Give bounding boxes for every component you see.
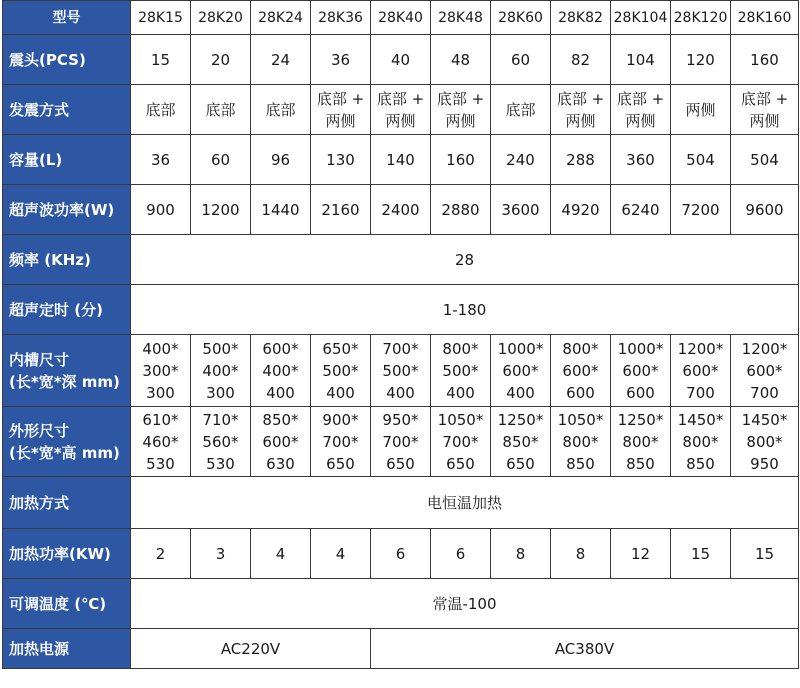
table-cell bbox=[311, 85, 371, 135]
table-cell bbox=[131, 85, 191, 135]
table-cell bbox=[251, 335, 311, 407]
table-row bbox=[3, 407, 799, 477]
cell-value: 8 bbox=[575, 544, 586, 563]
table-cell bbox=[251, 85, 311, 135]
cell-value: 800* 600* 600 bbox=[562, 339, 599, 402]
cell-value: 2880 bbox=[441, 200, 480, 219]
row-header bbox=[3, 407, 131, 477]
merged-cell: 电恒温加热 bbox=[131, 477, 799, 529]
row-header-label: 型号 bbox=[52, 9, 81, 26]
cell-value: 1450* 800* 950 bbox=[741, 410, 788, 473]
table-cell bbox=[131, 335, 191, 407]
table-cell bbox=[311, 185, 371, 235]
cell-value: 20 bbox=[210, 50, 231, 69]
table-cell bbox=[431, 85, 491, 135]
cell-value: 底部 + 两侧 bbox=[316, 89, 365, 130]
cell-value: 两侧 bbox=[685, 100, 716, 119]
row-header-label: 超声定时 (分) bbox=[9, 300, 103, 319]
row-header bbox=[3, 135, 131, 185]
table-cell bbox=[311, 335, 371, 407]
cell-value: 2 bbox=[155, 544, 166, 563]
cell-value: 底部 + 两侧 bbox=[436, 89, 485, 130]
row-header-label: 外形尺寸 (长*宽*高 mm) bbox=[9, 421, 120, 462]
table-cell bbox=[491, 85, 551, 135]
cell-value: 4920 bbox=[561, 200, 600, 219]
row-header-label: 可调温度 (℃) bbox=[9, 594, 107, 613]
cell-value: 1440 bbox=[261, 200, 300, 219]
table-cell bbox=[671, 185, 731, 235]
merged-cell: 常温-100 bbox=[131, 579, 799, 629]
row-header bbox=[3, 35, 131, 85]
row-header bbox=[3, 529, 131, 579]
row-header-label: 发震方式 bbox=[9, 100, 70, 119]
table-cell bbox=[611, 35, 671, 85]
cell-value: 2160 bbox=[321, 200, 360, 219]
table-cell bbox=[431, 529, 491, 579]
cell-value: 3 bbox=[215, 544, 226, 563]
cell-value: 160 bbox=[750, 50, 779, 69]
row-header bbox=[3, 185, 131, 235]
cell-value: 24 bbox=[270, 50, 291, 69]
cell-value: 60 bbox=[210, 150, 231, 169]
row-header bbox=[3, 477, 131, 529]
cell-value: 650* 500* 400 bbox=[322, 339, 359, 402]
table-cell bbox=[551, 407, 611, 477]
table-cell bbox=[191, 35, 251, 85]
table-row bbox=[3, 85, 799, 135]
cell-value: 1250* 800* 850 bbox=[617, 410, 664, 473]
cell-value: 120 bbox=[686, 50, 715, 69]
merged-cell: AC380V bbox=[371, 629, 799, 669]
model-cell: 28K82 bbox=[551, 1, 611, 35]
table-cell bbox=[311, 35, 371, 85]
table-cell bbox=[251, 135, 311, 185]
table-cell bbox=[371, 85, 431, 135]
table-row bbox=[3, 285, 799, 335]
row-header-label: 加热电源 bbox=[9, 639, 70, 658]
cell-value: 40 bbox=[390, 50, 411, 69]
row-header-label: 内槽尺寸 (长*宽*深 mm) bbox=[9, 350, 120, 391]
cell-value: 1050* 800* 850 bbox=[557, 410, 604, 473]
table-cell bbox=[191, 185, 251, 235]
cell-value: 1200* 600* 700 bbox=[677, 339, 724, 402]
cell-value: 48 bbox=[450, 50, 471, 69]
table-cell bbox=[551, 335, 611, 407]
table-cell bbox=[731, 335, 799, 407]
cell-value: 900 bbox=[146, 200, 175, 219]
table-row bbox=[3, 579, 799, 629]
table-cell bbox=[671, 407, 731, 477]
spec-table bbox=[2, 0, 799, 669]
cell-value: 288 bbox=[566, 150, 595, 169]
cell-value: 3600 bbox=[501, 200, 540, 219]
table-cell bbox=[491, 35, 551, 85]
table-cell bbox=[191, 335, 251, 407]
cell-value: 96 bbox=[270, 150, 291, 169]
cell-value: 底部 + 两侧 bbox=[556, 89, 605, 130]
cell-value: 底部 bbox=[505, 100, 536, 119]
cell-value: 1450* 800* 850 bbox=[677, 410, 724, 473]
table-row bbox=[3, 629, 799, 669]
table-cell bbox=[551, 85, 611, 135]
cell-value: 4 bbox=[275, 544, 286, 563]
merged-cell: 28 bbox=[131, 235, 799, 285]
cell-value: 9600 bbox=[745, 200, 784, 219]
cell-value: 底部 bbox=[265, 100, 296, 119]
cell-value: 36 bbox=[150, 150, 171, 169]
table-cell bbox=[131, 529, 191, 579]
table-cell bbox=[251, 529, 311, 579]
cell-value: 15 bbox=[690, 544, 711, 563]
model-cell: 28K20 bbox=[191, 1, 251, 35]
table-cell bbox=[431, 35, 491, 85]
table-cell bbox=[491, 185, 551, 235]
table-row bbox=[3, 1, 799, 35]
cell-value: 900* 700* 650 bbox=[322, 410, 359, 473]
table-cell bbox=[731, 85, 799, 135]
row-header-label: 震头(PCS) bbox=[9, 50, 86, 69]
table-row bbox=[3, 335, 799, 407]
cell-value: 60 bbox=[510, 50, 531, 69]
table-cell bbox=[551, 35, 611, 85]
row-header bbox=[3, 285, 131, 335]
table-cell bbox=[431, 135, 491, 185]
cell-value: 160 bbox=[446, 150, 475, 169]
cell-value: 6 bbox=[395, 544, 406, 563]
table-cell bbox=[371, 529, 431, 579]
table-cell bbox=[671, 35, 731, 85]
table-cell bbox=[671, 135, 731, 185]
model-cell: 28K48 bbox=[431, 1, 491, 35]
table-cell bbox=[431, 335, 491, 407]
cell-value: 504 bbox=[750, 150, 779, 169]
table-cell bbox=[731, 135, 799, 185]
table-cell bbox=[251, 35, 311, 85]
cell-value: 1200* 600* 700 bbox=[741, 339, 788, 402]
table-cell bbox=[671, 529, 731, 579]
cell-value: 2400 bbox=[381, 200, 420, 219]
cell-value: 1200 bbox=[201, 200, 240, 219]
table-cell bbox=[551, 135, 611, 185]
table-cell bbox=[731, 529, 799, 579]
cell-value: 610* 460* 530 bbox=[142, 410, 179, 473]
table-row bbox=[3, 529, 799, 579]
row-header bbox=[3, 579, 131, 629]
table-cell bbox=[611, 335, 671, 407]
table-cell bbox=[731, 35, 799, 85]
cell-value: 15 bbox=[754, 544, 775, 563]
row-header-label: 频率 (KHz) bbox=[9, 250, 91, 269]
cell-value: 12 bbox=[630, 544, 651, 563]
table-cell bbox=[251, 185, 311, 235]
table-cell bbox=[191, 407, 251, 477]
cell-value: 底部 bbox=[205, 100, 236, 119]
cell-value: 底部 + 两侧 bbox=[616, 89, 665, 130]
table-cell bbox=[311, 407, 371, 477]
model-cell: 28K60 bbox=[491, 1, 551, 35]
cell-value: 700* 500* 400 bbox=[382, 339, 419, 402]
row-header-label: 超声波功率(W) bbox=[9, 200, 115, 219]
table-row bbox=[3, 235, 799, 285]
table-cell bbox=[551, 185, 611, 235]
table-cell bbox=[131, 135, 191, 185]
table-cell bbox=[371, 335, 431, 407]
cell-value: 600* 400* 400 bbox=[262, 339, 299, 402]
table-cell bbox=[731, 185, 799, 235]
cell-value: 6 bbox=[455, 544, 466, 563]
table-cell bbox=[671, 85, 731, 135]
model-cell: 28K15 bbox=[131, 1, 191, 35]
table-cell bbox=[731, 407, 799, 477]
table-cell bbox=[371, 35, 431, 85]
row-header bbox=[3, 235, 131, 285]
cell-value: 6240 bbox=[621, 200, 660, 219]
cell-value: 1000* 600* 600 bbox=[617, 339, 664, 402]
row-header-label: 加热方式 bbox=[9, 493, 70, 512]
table-cell bbox=[371, 135, 431, 185]
cell-value: 82 bbox=[570, 50, 591, 69]
cell-value: 140 bbox=[386, 150, 415, 169]
cell-value: 8 bbox=[515, 544, 526, 563]
table-cell bbox=[131, 407, 191, 477]
table-cell bbox=[491, 407, 551, 477]
cell-value: 500* 400* 300 bbox=[202, 339, 239, 402]
table-cell bbox=[431, 185, 491, 235]
table-cell bbox=[251, 407, 311, 477]
table-cell bbox=[191, 85, 251, 135]
cell-value: 800* 500* 400 bbox=[442, 339, 479, 402]
cell-value: 504 bbox=[686, 150, 715, 169]
cell-value: 1250* 850* 650 bbox=[497, 410, 544, 473]
cell-value: 1050* 700* 650 bbox=[437, 410, 484, 473]
model-cell: 28K24 bbox=[251, 1, 311, 35]
cell-value: 104 bbox=[626, 50, 655, 69]
cell-value: 底部 + 两侧 bbox=[740, 89, 789, 130]
row-header-label: 容量(L) bbox=[9, 150, 63, 169]
cell-value: 36 bbox=[330, 50, 351, 69]
table-cell bbox=[131, 185, 191, 235]
row-header-label: 加热功率(KW) bbox=[9, 544, 111, 563]
table-cell bbox=[611, 185, 671, 235]
cell-value: 950* 700* 650 bbox=[382, 410, 419, 473]
cell-value: 130 bbox=[326, 150, 355, 169]
model-cell: 28K104 bbox=[611, 1, 671, 35]
table-cell bbox=[371, 185, 431, 235]
table-cell bbox=[311, 529, 371, 579]
table-row bbox=[3, 135, 799, 185]
table-cell bbox=[431, 407, 491, 477]
table-cell bbox=[191, 135, 251, 185]
row-header bbox=[3, 629, 131, 669]
table-cell bbox=[611, 407, 671, 477]
table-cell bbox=[191, 529, 251, 579]
table-cell bbox=[131, 35, 191, 85]
cell-value: 15 bbox=[150, 50, 171, 69]
table-cell bbox=[371, 407, 431, 477]
row-header bbox=[3, 1, 131, 35]
cell-value: 4 bbox=[335, 544, 346, 563]
table-cell bbox=[551, 529, 611, 579]
table-row bbox=[3, 35, 799, 85]
merged-cell: 1-180 bbox=[131, 285, 799, 335]
table-cell bbox=[671, 335, 731, 407]
table-cell bbox=[611, 135, 671, 185]
cell-value: 1000* 600* 400 bbox=[497, 339, 544, 402]
model-cell: 28K40 bbox=[371, 1, 431, 35]
table-cell bbox=[491, 529, 551, 579]
table-row bbox=[3, 185, 799, 235]
cell-value: 240 bbox=[506, 150, 535, 169]
cell-value: 底部 + 两侧 bbox=[376, 89, 425, 130]
model-cell: 28K160 bbox=[731, 1, 799, 35]
row-header bbox=[3, 85, 131, 135]
cell-value: 7200 bbox=[681, 200, 720, 219]
table-cell bbox=[611, 85, 671, 135]
cell-value: 底部 bbox=[145, 100, 176, 119]
table-cell bbox=[611, 529, 671, 579]
table-cell bbox=[311, 135, 371, 185]
cell-value: 360 bbox=[626, 150, 655, 169]
cell-value: 400* 300* 300 bbox=[142, 339, 179, 402]
model-cell: 28K36 bbox=[311, 1, 371, 35]
merged-cell: AC220V bbox=[131, 629, 371, 669]
table-cell bbox=[491, 335, 551, 407]
table-cell bbox=[491, 135, 551, 185]
cell-value: 710* 560* 530 bbox=[202, 410, 239, 473]
cell-value: 850* 600* 630 bbox=[262, 410, 299, 473]
model-cell: 28K120 bbox=[671, 1, 731, 35]
row-header bbox=[3, 335, 131, 407]
table-row bbox=[3, 477, 799, 529]
